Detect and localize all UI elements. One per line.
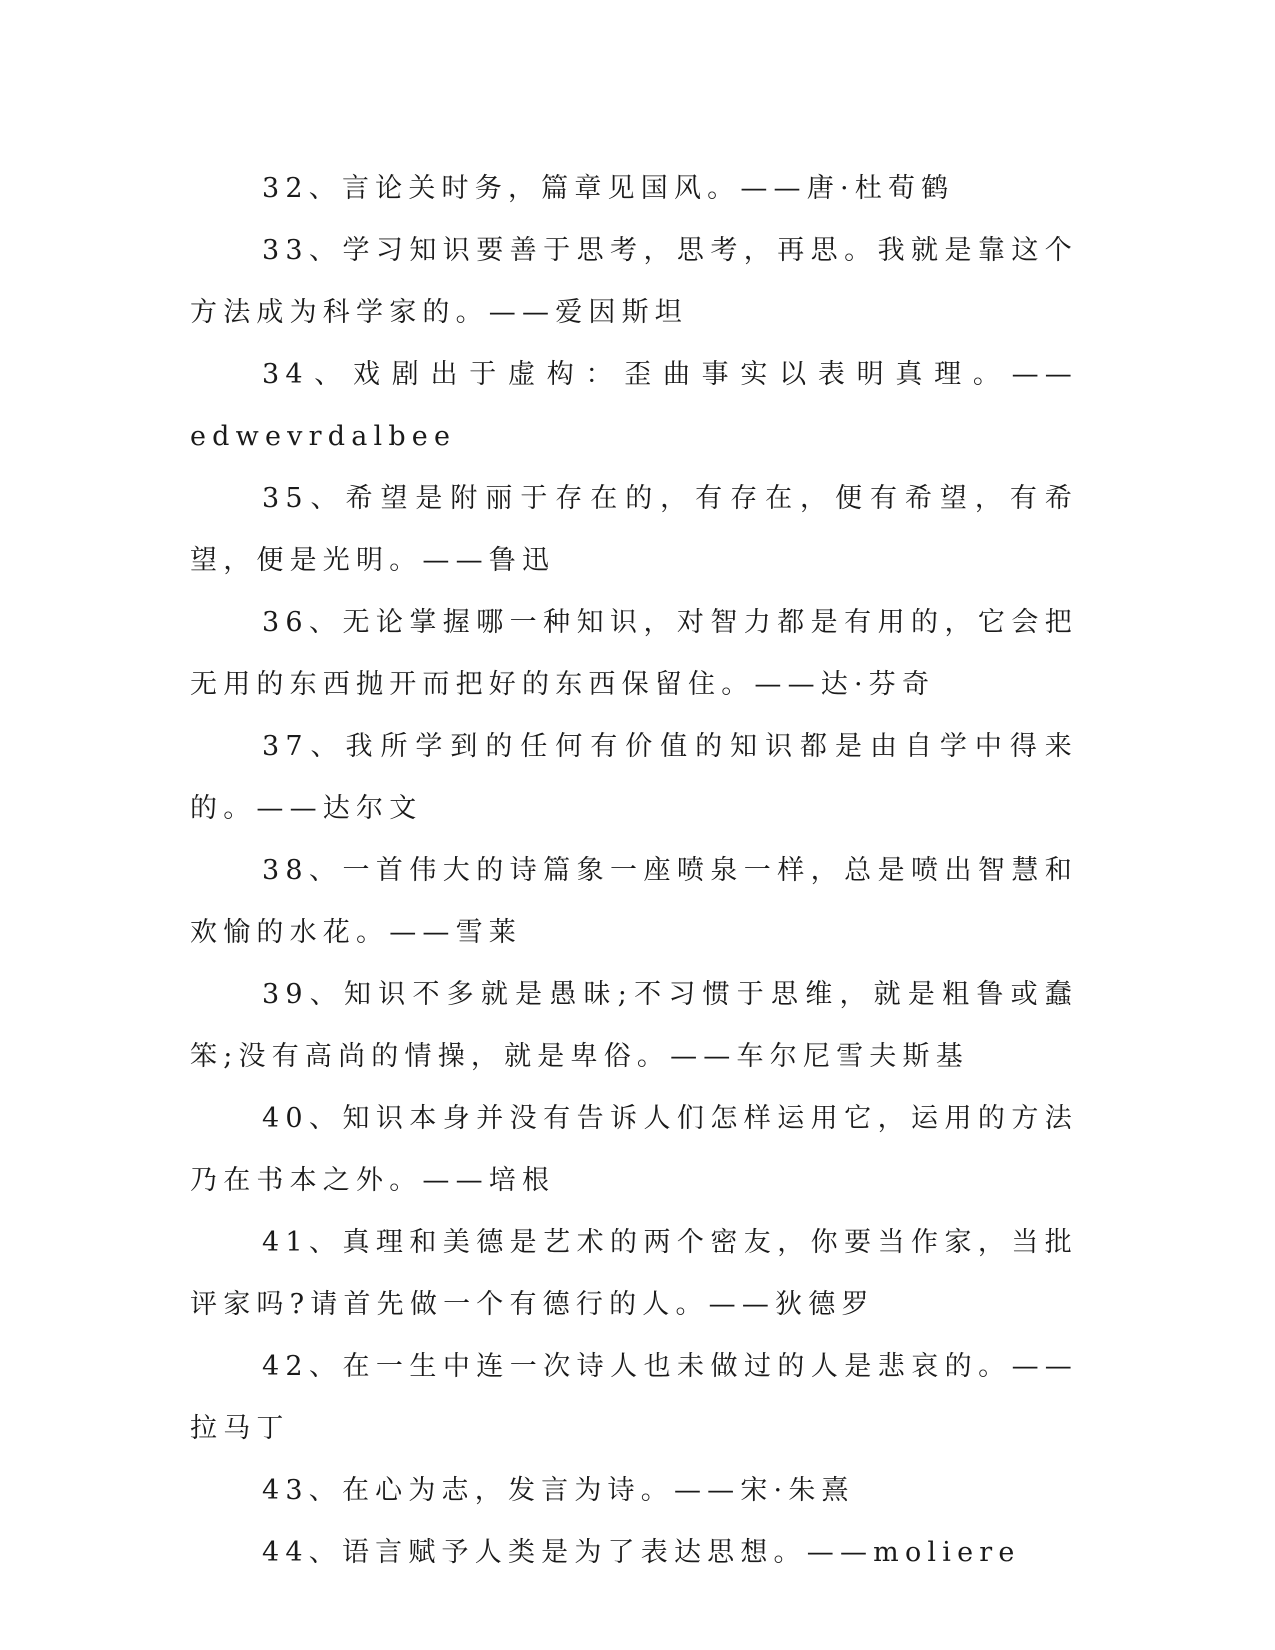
quote-38: 38、一首伟大的诗篇象一座喷泉一样，总是喷出智慧和欢愉的水花。——雪莱 [190, 855, 1078, 948]
quote-36: 36、无论掌握哪一种知识，对智力都是有用的，它会把无用的东西抛开而把好的东西保留住。——达·芬奇 [190, 607, 1078, 700]
quote-35: 35、希望是附丽于存在的，有存在，便有希望，有希望，便是光明。——鲁迅 [190, 483, 1078, 576]
quote-42: 42、在一生中连一次诗人也未做过的人是悲哀的。——拉马丁 [190, 1351, 1078, 1444]
quote-37: 37、我所学到的任何有价值的知识都是由自学中得来的。——达尔文 [190, 731, 1078, 824]
quote-41: 41、真理和美德是艺术的两个密友，你要当作家，当批评家吗?请首先做一个有德行的人。——狄德罗 [190, 1227, 1078, 1320]
quote-44: 44、语言赋予人类是为了表达思想。——moliere [262, 1537, 1021, 1568]
quote-32: 32、言论关时务，篇章见国风。——唐·杜荀鹤 [262, 173, 955, 204]
quote-39: 39、知识不多就是愚昧;不习惯于思维，就是粗鲁或蠢笨;没有高尚的情操，就是卑俗。——车尔尼雪夫斯基 [190, 979, 1078, 1072]
quote-33: 33、学习知识要善于思考，思考，再思。我就是靠这个方法成为科学家的。——爱因斯坦 [190, 235, 1078, 328]
quote-list [190, 158, 1078, 1584]
quote-34: 34、戏剧出于虚构：歪曲事实以表明真理。——edwevrdalbee [190, 359, 1078, 452]
quote-43: 43、在心为志，发言为诗。——宋·朱熹 [262, 1475, 855, 1506]
quote-40: 40、知识本身并没有告诉人们怎样运用它，运用的方法乃在书本之外。——培根 [190, 1103, 1078, 1196]
